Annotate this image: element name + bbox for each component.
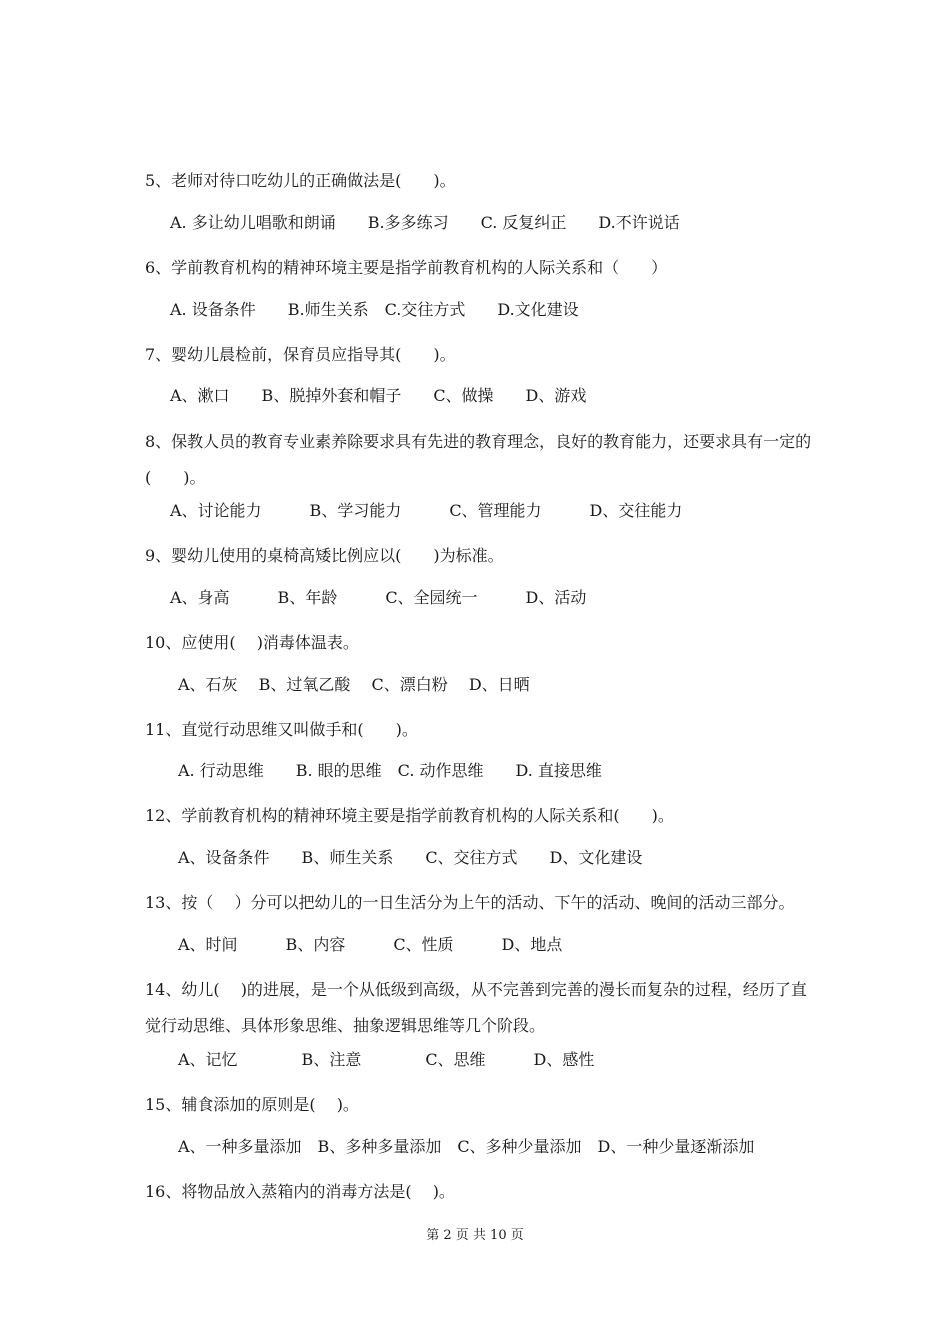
question-9-options: A、身高 B、年龄 C、全园统一 D、活动 [170, 588, 587, 607]
question-7: 7、婴幼儿晨检前，保育员应指导其( )。 [145, 345, 456, 364]
question-11-options: A. 行动思维 B. 眼的思维 C. 动作思维 D. 直接思维 [178, 761, 602, 780]
question-13-options: A、时间 B、内容 C、性质 D、地点 [178, 935, 563, 954]
question-8-options: A、讨论能力 B、学习能力 C、管理能力 D、交往能力 [170, 501, 683, 520]
question-10-options: A、石灰 B、过氧乙酸 C、漂白粉 D、日晒 [178, 675, 530, 694]
question-16: 16、将物品放入蒸箱内的消毒方法是( )。 [145, 1182, 455, 1201]
question-15: 15、辅食添加的原则是( )。 [145, 1095, 359, 1114]
question-14-options: A、记忆 B、注意 C、思维 D、感性 [178, 1050, 595, 1069]
page-footer: 第 2 页 共 10 页 [426, 1228, 524, 1243]
question-9: 9、婴幼儿使用的桌椅高矮比例应以( )为标准。 [145, 546, 504, 565]
question-13: 13、按（ ）分可以把幼儿的一日生活分为上午的活动、下午的活动、晚间的活动三部分。 [145, 893, 795, 912]
question-6: 6、学前教育机构的精神环境主要是指学前教育机构的人际关系和（ ） [145, 258, 668, 277]
question-7-options: A、漱口 B、脱掉外套和帽子 C、做操 D、游戏 [170, 386, 587, 405]
question-11: 11、直觉行动思维又叫做手和( )。 [145, 720, 418, 739]
question-10: 10、应使用( )消毒体温表。 [145, 633, 359, 652]
question-5: 5、老师对待口吃幼儿的正确做法是( )。 [145, 171, 456, 190]
question-15-options: A、一种多量添加 B、多种多量添加 C、多种少量添加 D、一种少量逐渐添加 [178, 1137, 755, 1156]
question-14: 14、幼儿( )的进展，是一个从低级到高级，从不完善到完善的漫长而复杂的过程，经历了直觉行动思维、具体形象思维、抽象逻辑思维等几个阶段。 [145, 980, 807, 1035]
question-12: 12、学前教育机构的精神环境主要是指学前教育机构的人际关系和( )。 [145, 806, 674, 825]
question-12-options: A、设备条件 B、师生关系 C、交往方式 D、文化建设 [178, 848, 643, 867]
question-5-options: A. 多让幼儿唱歌和朗诵 B.多多练习 C. 反复纠正 D.不许说话 [170, 213, 680, 232]
question-6-options: A. 设备条件 B.师生关系 C.交往方式 D.文化建设 [170, 300, 579, 319]
question-8: 8、保教人员的教育专业素养除要求具有先进的教育理念，良好的教育能力，还要求具有一定的( )。 [145, 432, 812, 487]
